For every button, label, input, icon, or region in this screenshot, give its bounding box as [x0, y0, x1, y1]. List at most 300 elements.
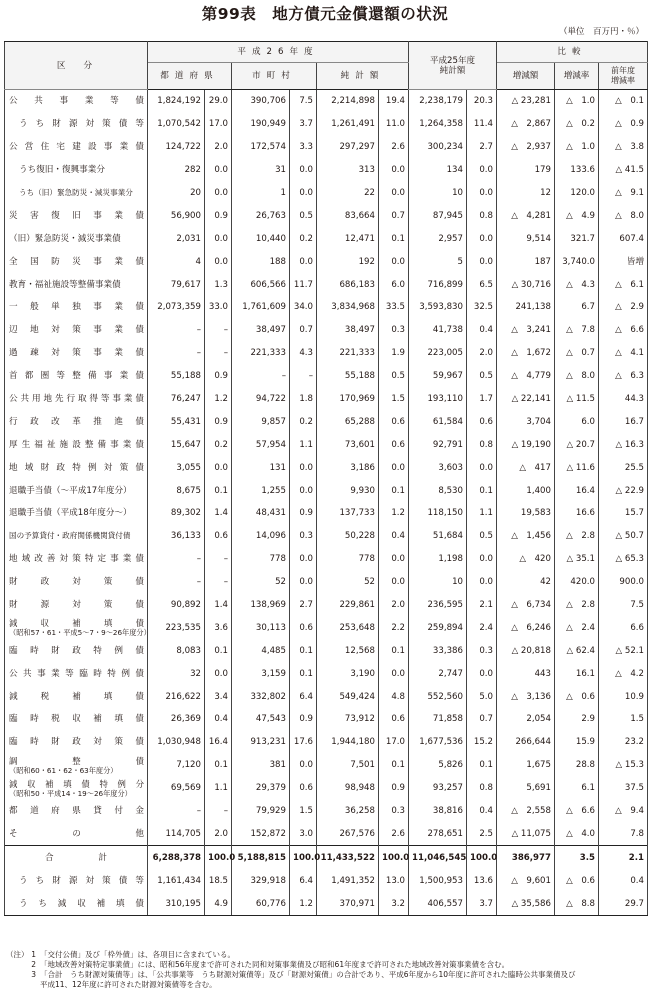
table-cell: △ 4.3 [555, 273, 599, 296]
table-cell: 0.0 [467, 250, 497, 273]
row-label [5, 479, 148, 502]
table-cell: 5,691 [497, 777, 555, 800]
table-cell: 1.8 [290, 388, 317, 411]
row-label [5, 548, 148, 571]
table-cell: 4.9 [205, 892, 232, 915]
row-label-text: 臨時財政対策債 [9, 737, 144, 748]
row-label-sub: （昭和50・平成14・19～26年度分） [9, 788, 132, 798]
table-cell: △ 11.5 [555, 388, 599, 411]
note-item [6, 960, 646, 970]
table-cell: 3,593,830 [409, 296, 467, 319]
row-label-text: 合計 [45, 852, 107, 863]
table-cell: 20.3 [467, 90, 497, 113]
table-cell: 2.1 [467, 594, 497, 617]
row-label [5, 892, 148, 915]
table-cell: 6.0 [379, 273, 409, 296]
table-cell: △ 0.6 [555, 869, 599, 892]
table-cell: 1.1 [205, 777, 232, 800]
table-cell: 94,722 [232, 388, 290, 411]
table-cell: 0.0 [467, 456, 497, 479]
table-cell: 0.0 [379, 182, 409, 205]
table-cell: 6.4 [290, 869, 317, 892]
table-cell: 0.8 [467, 204, 497, 227]
table-cell: 0.8 [467, 777, 497, 800]
table-cell: 0.0 [290, 479, 317, 502]
table-cell: 0.0 [205, 662, 232, 685]
table-cell: 131 [232, 456, 290, 479]
table-cell: 12,471 [317, 227, 379, 250]
row-label [5, 296, 148, 319]
table-cell: 0.9 [379, 777, 409, 800]
table-cell: 1.2 [379, 502, 409, 525]
row-label-text: 退職手当債（～平成17年度分） [9, 485, 132, 496]
table-cell: 25.5 [599, 456, 648, 479]
header-zogenritsu: 増減率 [555, 63, 599, 90]
table-cell: 10,440 [232, 227, 290, 250]
table-cell: 100.0 [379, 846, 409, 869]
table-cell: 56,900 [148, 204, 205, 227]
table-cell: 259,894 [409, 616, 467, 639]
row-label-text: 公共事業等臨時特例債 [9, 668, 144, 679]
table-cell: 19,583 [497, 502, 555, 525]
table-cell: 6.1 [555, 777, 599, 800]
table-cell: 17.0 [205, 113, 232, 136]
row-label-text: 首都圏等整備事業債 [9, 371, 144, 382]
table-cell: 17.6 [290, 731, 317, 754]
table-cell: 0.7 [379, 204, 409, 227]
table-cell: 0.4 [379, 525, 409, 548]
table-cell: △ 7.8 [555, 319, 599, 342]
table-row [5, 273, 648, 296]
table-cell: 48,431 [232, 502, 290, 525]
table-cell: 4.3 [290, 342, 317, 365]
table-cell: 0.2 [205, 433, 232, 456]
note-mark: （注） [6, 950, 29, 959]
table-cell: 2.1 [599, 846, 648, 869]
table-cell: 1.9 [379, 342, 409, 365]
table-cell: 11.4 [467, 113, 497, 136]
table-cell: 15.7 [599, 502, 648, 525]
table-cell: △ 30,716 [497, 273, 555, 296]
table-cell: △ 8.8 [555, 892, 599, 915]
row-label-text: 教育・福祉施設等整備事業債 [9, 279, 121, 290]
row-label [5, 731, 148, 754]
table-cell: 6.4 [290, 685, 317, 708]
table-cell: 15.9 [555, 731, 599, 754]
table-cell: 37.5 [599, 777, 648, 800]
table-cell: 2.0 [205, 136, 232, 159]
table-row [5, 479, 648, 502]
table-cell: 1,161,434 [148, 869, 205, 892]
table-cell: 0.0 [467, 662, 497, 685]
table-row [5, 388, 648, 411]
row-label [5, 204, 148, 227]
table-cell: 0.0 [467, 548, 497, 571]
row-label [5, 594, 148, 617]
table-cell: 3,186 [317, 456, 379, 479]
table-cell: 133.6 [555, 159, 599, 182]
row-label [5, 250, 148, 273]
table-cell: 50,228 [317, 525, 379, 548]
row-label [5, 754, 148, 777]
table-cell: – [205, 800, 232, 823]
note-mark [6, 980, 24, 990]
table-cell: 0.5 [467, 525, 497, 548]
table-cell: △ 4.2 [599, 662, 648, 685]
table-cell: 16.4 [555, 479, 599, 502]
table-cell: 229,861 [317, 594, 379, 617]
table-row [5, 685, 648, 708]
table-cell: 0.0 [290, 571, 317, 594]
table-cell: 12 [497, 182, 555, 205]
table-cell: 282 [148, 159, 205, 182]
table-cell: 38,816 [409, 800, 467, 823]
table-cell: 0.9 [205, 204, 232, 227]
table-cell: 3,704 [497, 410, 555, 433]
table-cell: △ 6.6 [599, 319, 648, 342]
row-label-text: 退職手当債（平成18年度分～） [9, 508, 132, 519]
table-cell: 59,967 [409, 365, 467, 388]
table-cell: 36,133 [148, 525, 205, 548]
table-cell: 778 [317, 548, 379, 571]
table-cell: 6.5 [467, 273, 497, 296]
table-cell: 90,892 [148, 594, 205, 617]
table-cell: 0.0 [205, 182, 232, 205]
table-cell: 134 [409, 159, 467, 182]
table-cell: △ 6.6 [555, 800, 599, 823]
table-cell: – [205, 342, 232, 365]
table-cell: 913,231 [232, 731, 290, 754]
table-cell: 1.5 [599, 708, 648, 731]
table-cell: 607.4 [599, 227, 648, 250]
table-row [5, 90, 648, 113]
row-label-text: 厚生福祉施設整備事業債 [9, 439, 144, 450]
table-cell: △ 1.0 [555, 90, 599, 113]
table-cell: △ 9.1 [599, 182, 648, 205]
table-cell: 93,257 [409, 777, 467, 800]
row-label-text: 調整債 [9, 755, 144, 766]
table-row [5, 296, 648, 319]
table-cell: 55,431 [148, 410, 205, 433]
table-cell: 1,070,542 [148, 113, 205, 136]
row-label-text: 一般単独事業債 [9, 302, 144, 313]
table-cell: 4,485 [232, 639, 290, 662]
table-cell: △ 41.5 [599, 159, 648, 182]
table-cell: 1.5 [290, 800, 317, 823]
table-cell: 7,120 [148, 754, 205, 777]
table-cell: △ 4,779 [497, 365, 555, 388]
table-cell: 22 [317, 182, 379, 205]
table-cell: 1,491,352 [317, 869, 379, 892]
table-cell: 3,603 [409, 456, 467, 479]
table-cell: 9,930 [317, 479, 379, 502]
table-cell: 65,288 [317, 410, 379, 433]
table-cell: 0.6 [205, 525, 232, 548]
note-mark [6, 960, 24, 970]
table-cell: 0.4 [467, 800, 497, 823]
table-cell: 1,255 [232, 479, 290, 502]
table-cell: 381 [232, 754, 290, 777]
table-row [5, 616, 648, 639]
table-row [5, 502, 648, 525]
table-cell: 29,379 [232, 777, 290, 800]
table-cell: 187 [497, 250, 555, 273]
table-cell: △ 50.7 [599, 525, 648, 548]
table-cell: 0.0 [467, 571, 497, 594]
table-cell: 313 [317, 159, 379, 182]
table-cell: 1.2 [290, 892, 317, 915]
table-cell: △ 6.3 [599, 365, 648, 388]
row-label [5, 456, 148, 479]
table-row [5, 731, 648, 754]
table-cell: 83,664 [317, 204, 379, 227]
table-cell: 2,957 [409, 227, 467, 250]
table-cell: 1,824,192 [148, 90, 205, 113]
table-cell: 3.2 [379, 892, 409, 915]
table-cell: 2,238,179 [409, 90, 467, 113]
table-cell: 0.0 [467, 182, 497, 205]
note-number: 2 [31, 960, 36, 969]
row-label [5, 525, 148, 548]
table-cell: 190,949 [232, 113, 290, 136]
table-cell: 0.5 [379, 365, 409, 388]
header-junkei: 純計額 [317, 63, 409, 90]
table-cell: 47,543 [232, 708, 290, 731]
table-cell: 55,188 [148, 365, 205, 388]
table-cell: 18.5 [205, 869, 232, 892]
table-cell: 0.3 [467, 639, 497, 662]
table-cell: 2,073,359 [148, 296, 205, 319]
row-label-text: うち減収補填債 [19, 898, 144, 909]
table-cell: 10.9 [599, 685, 648, 708]
table-cell: 223,535 [148, 616, 205, 639]
table-cell: 300,234 [409, 136, 467, 159]
table-cell: △ 11.6 [555, 456, 599, 479]
table-cell: △ 3,241 [497, 319, 555, 342]
table-row [5, 433, 648, 456]
table-cell: 1,675 [497, 754, 555, 777]
table-cell: 0.3 [379, 800, 409, 823]
table-cell: 223,005 [409, 342, 467, 365]
table-cell: 1.2 [205, 388, 232, 411]
table-row [5, 456, 648, 479]
row-label-text: 行政改革推進債 [9, 416, 144, 427]
table-cell: 0.0 [205, 250, 232, 273]
table-cell: 11,433,522 [317, 846, 379, 869]
table-cell: 1,400 [497, 479, 555, 502]
table-cell: 221,333 [232, 342, 290, 365]
table-cell: 1.5 [379, 388, 409, 411]
table-cell: – [205, 319, 232, 342]
table-cell: 1,198 [409, 548, 467, 571]
table-cell: 0.7 [290, 319, 317, 342]
table-cell: 0.6 [379, 410, 409, 433]
table-cell: 皆増 [599, 250, 648, 273]
row-label [5, 616, 151, 639]
table-cell: △ 8.0 [555, 365, 599, 388]
table-cell: △ 6,246 [497, 616, 555, 639]
table-cell: 0.7 [467, 708, 497, 731]
table-cell: 2,747 [409, 662, 467, 685]
table-cell: 0.0 [290, 456, 317, 479]
table-cell: 3,834,968 [317, 296, 379, 319]
row-label-text: 臨時税収補填債 [9, 714, 144, 725]
table-cell: 370,971 [317, 892, 379, 915]
table-cell: △ 19,190 [497, 433, 555, 456]
row-label [5, 227, 148, 250]
table-cell: 0.6 [379, 433, 409, 456]
header-shichoson: 市町村 [232, 63, 317, 90]
table-cell: 17.0 [379, 731, 409, 754]
table-cell: 0.1 [467, 754, 497, 777]
table-cell: 9,514 [497, 227, 555, 250]
table-cell: – [148, 800, 205, 823]
table-cell: 16.1 [555, 662, 599, 685]
table-cell: △ 2.9 [599, 296, 648, 319]
table-cell: – [205, 571, 232, 594]
table-cell: △ 420 [497, 548, 555, 571]
table-cell: 138,969 [232, 594, 290, 617]
table-cell: 34.0 [290, 296, 317, 319]
row-label [5, 182, 148, 205]
table-cell: 100.0 [290, 846, 317, 869]
table-cell: △ 9,601 [497, 869, 555, 892]
table-cell: 120.0 [555, 182, 599, 205]
table-cell: 332,802 [232, 685, 290, 708]
row-label [5, 365, 148, 388]
table-row [5, 777, 648, 800]
table-cell: 12,568 [317, 639, 379, 662]
table-cell: 193,110 [409, 388, 467, 411]
row-label-text: 地域改善対策特定事業債 [9, 554, 144, 565]
table-cell: 2,054 [497, 708, 555, 731]
table-cell: 52 [232, 571, 290, 594]
table-cell: 253,648 [317, 616, 379, 639]
table-cell: 1.1 [290, 433, 317, 456]
table-cell: 278,651 [409, 823, 467, 846]
note-text: 「合計 うち財源対策債等」は、「公共事業等 うち財源対策債等」及び「財源対策債」の合計であり、平成6年度から10年度に許可された臨時公共事業債及び [40, 970, 576, 979]
row-label-text: 国の予算貸付・政府関係機関貸付債 [9, 531, 131, 541]
table-cell: 0.5 [290, 204, 317, 227]
table-cell: 221,333 [317, 342, 379, 365]
table-cell: 33,386 [409, 639, 467, 662]
table-cell: 15.2 [467, 731, 497, 754]
table-cell: 5 [409, 250, 467, 273]
table-cell: 329,918 [232, 869, 290, 892]
table-row [5, 846, 648, 869]
table-cell: 0.3 [379, 319, 409, 342]
table-cell: 0.1 [467, 479, 497, 502]
table-cell: 87,945 [409, 204, 467, 227]
table-cell: 3,190 [317, 662, 379, 685]
table-cell: 2.2 [379, 616, 409, 639]
row-label-text: 地域財政特例対策債 [9, 462, 144, 473]
row-label [5, 800, 148, 823]
table-cell: 32 [148, 662, 205, 685]
row-label-text: 公共用地先行取得等事業債 [9, 394, 144, 405]
table-cell: – [148, 571, 205, 594]
table-cell: 0.0 [290, 182, 317, 205]
table-cell: 8,083 [148, 639, 205, 662]
table-cell: 420.0 [555, 571, 599, 594]
table-cell: 0.9 [290, 502, 317, 525]
table-row [5, 708, 648, 731]
table-cell: 0.2 [290, 227, 317, 250]
table-cell: 15,647 [148, 433, 205, 456]
table-cell: 2.7 [467, 136, 497, 159]
table-cell: △ 2.4 [555, 616, 599, 639]
note-text: 平成11、12年度に許可された財源対策債等を含む。 [40, 980, 217, 989]
table-cell: 0.4 [599, 869, 648, 892]
row-label-text: （旧）緊急防災・減災事業債 [9, 233, 121, 244]
table-row [5, 754, 648, 777]
row-label-sub: （昭和57・61・平成5～7・9～26年度分） [9, 628, 151, 638]
table-row [5, 365, 648, 388]
table-cell: 0.4 [205, 708, 232, 731]
table-cell: 41,738 [409, 319, 467, 342]
note-text: 「交付公債」及び「枠外債」は、各項目に含まれている。 [40, 950, 235, 959]
table-cell: 1,944,180 [317, 731, 379, 754]
table-cell: 549,424 [317, 685, 379, 708]
table-row [5, 204, 648, 227]
table-cell: 29.0 [205, 90, 232, 113]
table-cell: 0.0 [379, 662, 409, 685]
table-cell: 321.7 [555, 227, 599, 250]
table-row [5, 410, 648, 433]
table-cell: 8,530 [409, 479, 467, 502]
table-cell: 1.7 [467, 388, 497, 411]
row-label-text: うち財源対策債等 [19, 119, 144, 130]
table-cell: 0.0 [467, 159, 497, 182]
table-row [5, 159, 648, 182]
table-cell: 3.6 [205, 616, 232, 639]
table-cell: △ 417 [497, 456, 555, 479]
table-cell: 0.5 [467, 365, 497, 388]
table-row [5, 227, 648, 250]
table-cell: 11,046,545 [409, 846, 467, 869]
table-cell: △ 0.6 [555, 685, 599, 708]
row-label [5, 433, 148, 456]
table-cell: 0.9 [205, 365, 232, 388]
table-cell: 69,569 [148, 777, 205, 800]
row-label-text: 財源対策債 [9, 600, 144, 611]
table-row [5, 869, 648, 892]
table-cell: 0.4 [467, 319, 497, 342]
table-cell: 1,030,948 [148, 731, 205, 754]
row-label [5, 388, 148, 411]
table-cell: 100.0 [205, 846, 232, 869]
table-cell: 38,497 [317, 319, 379, 342]
table-row [5, 571, 648, 594]
table-cell: △ 2,937 [497, 136, 555, 159]
table-cell: 36,258 [317, 800, 379, 823]
table-cell: – [148, 342, 205, 365]
row-label-sub: （昭和60・61・62・63年度分） [9, 765, 118, 775]
table-cell: 137,733 [317, 502, 379, 525]
table-cell: 3,159 [232, 662, 290, 685]
table-cell: 3.5 [555, 846, 599, 869]
table-cell: 1.4 [205, 594, 232, 617]
row-label-text: 都道府県貸付金 [9, 806, 144, 817]
table-cell: 3,055 [148, 456, 205, 479]
table-cell: 16.6 [555, 502, 599, 525]
table-cell: △ 22.9 [599, 479, 648, 502]
table-cell: 0.6 [290, 616, 317, 639]
row-label [5, 136, 148, 159]
row-label [5, 319, 148, 342]
page-title: 第99表 地方債元金償還額の状況 [201, 5, 449, 23]
table-cell: 170,969 [317, 388, 379, 411]
